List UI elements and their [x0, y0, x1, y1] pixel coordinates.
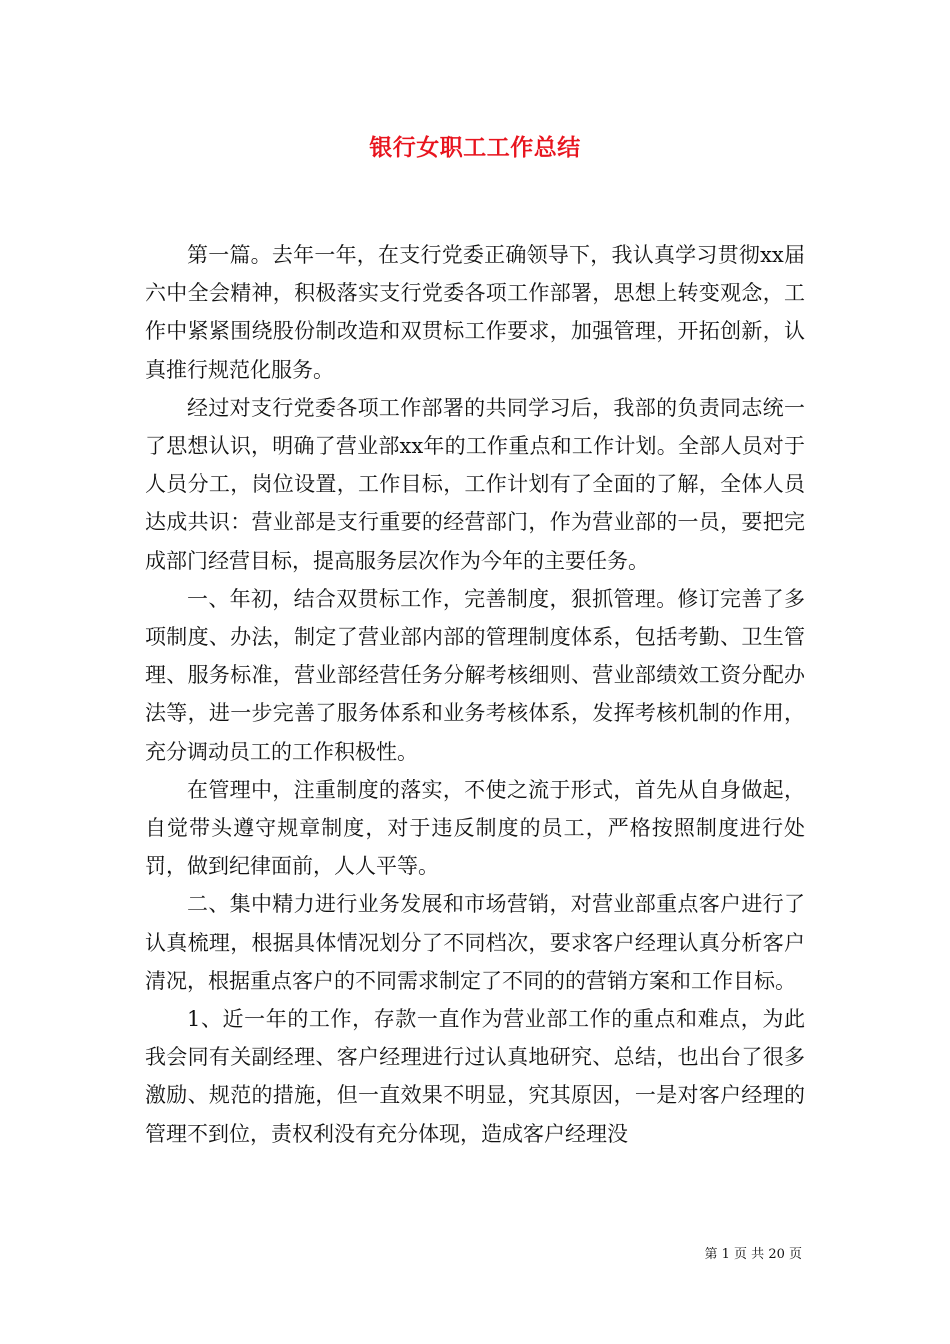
paragraph-4: 在管理中，注重制度的落实，不使之流于形式，首先从自身做起，自觉带头遵守规章制度，对于违反制度的员工，严格按照制度进行处罚，做到纪律面前，人人平等。 — [145, 777, 805, 879]
document-body — [145, 236, 805, 1153]
document-title: 银行女职工工作总结 — [369, 134, 581, 161]
paragraph-1: 第一篇。去年一年，在支行党委正确领导下，我认真学习贯彻xx届六中全会精神，积极落实支行党委各项工作部署，思想上转变观念，工作中紧紧围绕股份制改造和双贯标工作要求，加强管理，开拓创新，认真推行规范化服务。 — [145, 243, 805, 382]
page-number-footer: 第 1 页 共 20 页 — [704, 1247, 802, 1262]
paragraph-2: 经过对支行党委各项工作部署的共同学习后，我部的负责同志统一了思想认识，明确了营业部xx年的工作重点和工作计划。全部人员对于人员分工，岗位设置，工作目标，工作计划有了全面的了解，全体人员达成共识：营业部是支行重要的经营部门，作为营业部的一员，要把完成部门经营目标，提高服务层次作为今年的主要任务。 — [145, 395, 805, 573]
paragraph-6: 1、近一年的工作，存款一直作为营业部工作的重点和难点，为此我会同有关副经理、客户经理进行过认真地研究、总结，也出台了很多激励、规范的措施，但一直效果不明显，究其原因，一是对客户经理的管理不到位，责权利没有充分体现，造成客户经理没 — [145, 1007, 805, 1146]
paragraph-3: 一、年初，结合双贯标工作，完善制度，狠抓管理。修订完善了多项制度、办法，制定了营业部内部的管理制度体系，包括考勤、卫生管理、服务标准，营业部经营任务分解考核细则、营业部绩效工资分配办法等，进一步完善了服务体系和业务考核体系，发挥考核机制的作用，充分调动员工的工作积极性。 — [145, 586, 805, 764]
paragraph-5: 二、集中精力进行业务发展和市场营销，对营业部重点客户进行了认真梳理，根据具体情况划分了不同档次，要求客户经理认真分析客户清况，根据重点客户的不同需求制定了不同的的营销方案和工作目标。 — [145, 892, 805, 993]
